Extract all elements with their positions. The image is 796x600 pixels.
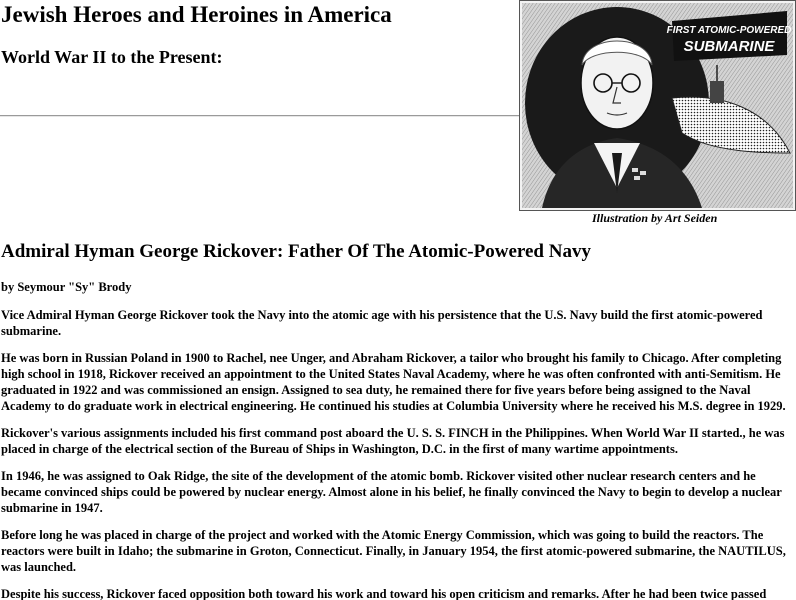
- banner-line-2: SUBMARINE: [683, 38, 775, 55]
- horizontal-rule: [0, 115, 521, 117]
- portrait-and-submarine-drawing: [522, 3, 793, 208]
- article-paragraph: Before long he was placed in charge of the project and worked with the Atomic Energy Commission, which was going to build the reactors. The reactors were built in Idaho; the submarine in Groton, Connecticut. Finally, in January 1954, the first atomic-powered submarine, the NAUTILUS, was launched.: [1, 528, 786, 574]
- site-title: Jewish Heroes and Heroines in America: [1, 2, 392, 27]
- article-paragraph: He was born in Russian Poland in 1900 to Rachel, nee Unger, and Abraham Rickover, a tailor who brought his family to Chicago. After completing high school in 1918, Rickover received an appointment to the United States Naval Academy, where he was often confronted with anti-Semitism. He graduated in 1922 and was commissioned an ensign. Assigned to sea duty, he remained there for five years before being assigned to the Naval Academy to do graduate work in electrical engineering. He continued his studies at Columbia University where he received his M.S. degree in 1929.: [1, 351, 786, 413]
- byline: by Seymour "Sy" Brody: [1, 280, 132, 294]
- illustration-caption: Illustration by Art Seiden: [592, 211, 718, 225]
- rickover-illustration: [519, 0, 796, 211]
- site-subtitle: World War II to the Present:: [1, 47, 223, 67]
- article-title: Admiral Hyman George Rickover: Father Of The Atomic-Powered Navy: [1, 241, 591, 262]
- banner-line-1: FIRST ATOMIC-POWERED: [666, 25, 792, 36]
- article-paragraph: In 1946, he was assigned to Oak Ridge, the site of the development of the atomic bomb. Rickover visited other nuclear research centers and he became convinced ships could be powered by nuclear energy. Almost alone in his belief, he finally convinced the Navy to begin to develop a nuclear submarine in 1947.: [1, 469, 782, 515]
- article-body: [1, 307, 794, 600]
- article-paragraph: Vice Admiral Hyman George Rickover took the Navy into the atomic age with his persistence that the U.S. Navy build the first atomic-powered submarine.: [1, 308, 763, 338]
- article-paragraph: Rickover's various assignments included his first command post aboard the U. S. S. FINCH in the Philippines. When World War II started., he was placed in charge of the electrical section of the Bureau of Ships in Washington, D.C. in the first of many wartime appointments.: [1, 426, 785, 456]
- article-paragraph: Despite his success, Rickover faced opposition both toward his work and toward his open criticism and remarks. After he had been twice passed: [1, 587, 767, 600]
